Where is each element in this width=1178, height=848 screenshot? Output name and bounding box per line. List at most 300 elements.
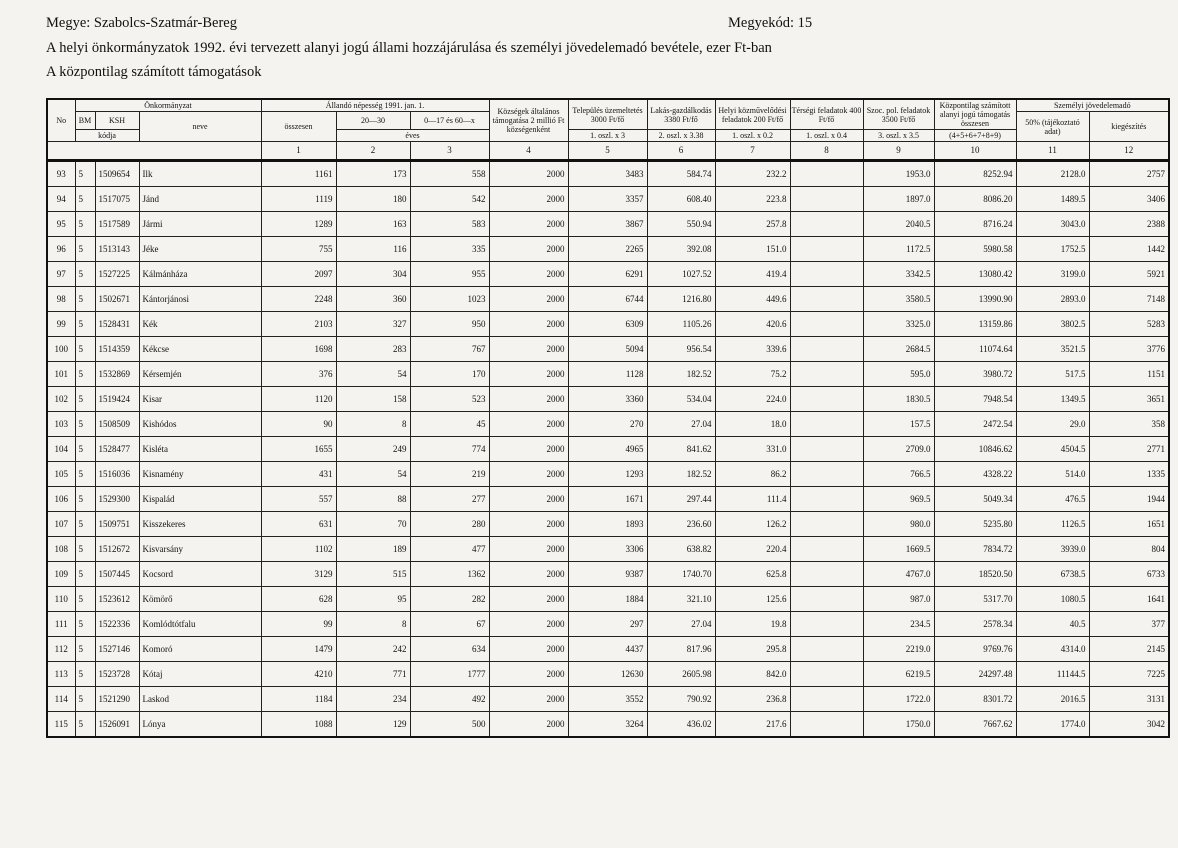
cell-lakas: 534.04 [647,387,715,412]
cell-no: 104 [47,437,75,462]
cell-no: 95 [47,212,75,237]
cell-lakas: 1105.26 [647,312,715,337]
cell-telepules: 3360 [568,387,647,412]
group-nepesseg: Állandó népesség 1991. jan. 1. [261,99,489,112]
cell-kieg: 1641 [1089,587,1169,612]
cell-szoc: 1750.0 [863,712,934,738]
cell-szja-50: 1349.5 [1016,387,1089,412]
col-tersegi: Térségi feladatok 400 Ft/fő [790,99,863,130]
cell-osszesen: 376 [261,362,336,387]
col-age-0-17: 0—17 és 60—x [410,112,489,130]
cell-szoc: 2219.0 [863,637,934,662]
cell-kozp: 3980.72 [934,362,1016,387]
cell-telepules: 9387 [568,562,647,587]
cell-szja-50: 514.0 [1016,462,1089,487]
cell-szoc: 1172.5 [863,237,934,262]
col-lakas: Lakás-gazdálkodás 3380 Ft/fő [647,99,715,130]
cell-szja-50: 1489.5 [1016,187,1089,212]
cell-tersegi [790,412,863,437]
cell-szja-50: 1752.5 [1016,237,1089,262]
cell-tersegi [790,587,863,612]
cell-kieg: 358 [1089,412,1169,437]
cell-no: 108 [47,537,75,562]
cell-kieg: 6733 [1089,562,1169,587]
cell-name: Kántorjánosi [139,287,261,312]
cell-kozp: 5980.58 [934,237,1016,262]
cell-name: Kisszekeres [139,512,261,537]
table-row [47,562,1169,587]
cell-kieg: 7225 [1089,662,1169,687]
cell-age-20-30: 70 [336,512,410,537]
cell-kozp: 7834.72 [934,537,1016,562]
cell-age-0-17: 219 [410,462,489,487]
cell-kieg: 2388 [1089,212,1169,237]
cell-kozsegek: 2000 [489,161,568,187]
cell-ksh: 1521290 [95,687,139,712]
cell-osszesen: 1161 [261,161,336,187]
cell-no: 113 [47,662,75,687]
cell-age-20-30: 234 [336,687,410,712]
cell-osszesen: 4210 [261,662,336,687]
cell-telepules: 1893 [568,512,647,537]
cell-tersegi [790,212,863,237]
cell-telepules: 3357 [568,187,647,212]
cell-ksh: 1528477 [95,437,139,462]
cell-osszesen: 557 [261,487,336,512]
cell-bm: 5 [75,287,95,312]
cell-helyi: 217.6 [715,712,790,738]
cell-szja-50: 3939.0 [1016,537,1089,562]
cell-osszesen: 1655 [261,437,336,462]
cell-helyi: 151.0 [715,237,790,262]
cell-age-0-17: 583 [410,212,489,237]
cell-telepules: 2265 [568,237,647,262]
col-bm: BM [75,112,95,130]
cell-helyi: 111.4 [715,487,790,512]
cell-age-20-30: 249 [336,437,410,462]
county-name: Megye: Szabolcs-Szatmár-Bereg [46,15,237,31]
cell-tersegi [790,387,863,412]
cell-szja-50: 4314.0 [1016,637,1089,662]
cell-szja-50: 3802.5 [1016,312,1089,337]
cell-szja-50: 3199.0 [1016,262,1089,287]
cell-name: Jármi [139,212,261,237]
cell-kozsegek: 2000 [489,237,568,262]
cell-kozp: 8086.20 [934,187,1016,212]
cell-kieg: 377 [1089,612,1169,637]
cell-tersegi [790,687,863,712]
cell-szoc: 1722.0 [863,687,934,712]
cell-helyi: 224.0 [715,387,790,412]
cell-telepules: 1884 [568,587,647,612]
group-onkormanyzat: Önkormányzat [75,99,261,112]
cell-kozp: 11074.64 [934,337,1016,362]
cell-age-20-30: 771 [336,662,410,687]
cell-bm: 5 [75,612,95,637]
cell-kozp: 13990.90 [934,287,1016,312]
cell-tersegi [790,312,863,337]
col-osszesen: összesen [261,112,336,142]
table-row [47,437,1169,462]
cell-tersegi [790,362,863,387]
cell-kieg: 1944 [1089,487,1169,512]
cell-age-0-17: 277 [410,487,489,512]
cell-no: 100 [47,337,75,362]
cell-szja-50: 2016.5 [1016,687,1089,712]
cell-helyi: 86.2 [715,462,790,487]
cell-kieg: 2757 [1089,161,1169,187]
cell-age-20-30: 304 [336,262,410,287]
cell-tersegi [790,662,863,687]
cell-name: Jéke [139,237,261,262]
cell-age-20-30: 95 [336,587,410,612]
cell-ksh: 1507445 [95,562,139,587]
cell-kozsegek: 2000 [489,712,568,738]
col-kozp: Központilag számított alanyi jogú támogatás összesen [934,99,1016,130]
cell-lakas: 2605.98 [647,662,715,687]
cell-age-0-17: 67 [410,612,489,637]
cell-osszesen: 431 [261,462,336,487]
cell-kozsegek: 2000 [489,337,568,362]
cell-bm: 5 [75,462,95,487]
cell-osszesen: 1119 [261,187,336,212]
cell-age-20-30: 54 [336,362,410,387]
cell-szoc: 1830.5 [863,387,934,412]
cell-telepules: 1671 [568,487,647,512]
subsidy-table [46,98,1170,738]
cell-bm: 5 [75,212,95,237]
cell-age-20-30: 283 [336,337,410,362]
col-neve: neve [139,112,261,142]
cell-age-0-17: 767 [410,337,489,362]
col-szoc: Szoc. pol. feladatok 3500 Ft/fő [863,99,934,130]
table-row [47,362,1169,387]
cell-lakas: 27.04 [647,412,715,437]
cell-name: Kisléta [139,437,261,462]
cell-telepules: 3264 [568,712,647,738]
table-row [47,212,1169,237]
cell-kozsegek: 2000 [489,537,568,562]
cell-no: 106 [47,487,75,512]
cell-kozsegek: 2000 [489,662,568,687]
table-row [47,337,1169,362]
cell-age-0-17: 955 [410,262,489,287]
cell-name: Lónya [139,712,261,738]
cell-ksh: 1527146 [95,637,139,662]
cell-age-0-17: 335 [410,237,489,262]
cell-age-0-17: 1362 [410,562,489,587]
cell-lakas: 182.52 [647,362,715,387]
cell-helyi: 125.6 [715,587,790,612]
cell-kozp: 24297.48 [934,662,1016,687]
cell-tersegi [790,237,863,262]
table-row [47,512,1169,537]
cell-no: 97 [47,262,75,287]
cell-lakas: 392.08 [647,237,715,262]
cell-no: 98 [47,287,75,312]
cell-age-0-17: 477 [410,537,489,562]
cell-helyi: 419.4 [715,262,790,287]
table-row [47,412,1169,437]
cell-szja-50: 6738.5 [1016,562,1089,587]
cell-age-0-17: 523 [410,387,489,412]
cell-kozp: 18520.50 [934,562,1016,587]
cell-szja-50: 40.5 [1016,612,1089,637]
cell-kieg: 5921 [1089,262,1169,287]
column-number: 10 [934,142,1016,161]
cell-kozsegek: 2000 [489,637,568,662]
cell-name: Jánd [139,187,261,212]
formula-szoc: 3. oszl. x 3.5 [863,130,934,142]
cell-szja-50: 2128.0 [1016,161,1089,187]
cell-szja-50: 3043.0 [1016,212,1089,237]
cell-kozp: 13080.42 [934,262,1016,287]
cell-szoc: 1669.5 [863,537,934,562]
county-code: Megyekód: 15 [728,15,813,31]
table-row [47,637,1169,662]
cell-name: Laskod [139,687,261,712]
cell-kozsegek: 2000 [489,612,568,637]
cell-bm: 5 [75,637,95,662]
col-no: No [47,99,75,142]
cell-telepules: 6744 [568,287,647,312]
cell-kozp: 4328.22 [934,462,1016,487]
cell-tersegi [790,637,863,662]
cell-kozp: 7667.62 [934,712,1016,738]
cell-osszesen: 1289 [261,212,336,237]
cell-age-0-17: 774 [410,437,489,462]
cell-telepules: 6309 [568,312,647,337]
cell-no: 107 [47,512,75,537]
cell-bm: 5 [75,362,95,387]
cell-telepules: 4965 [568,437,647,462]
cell-name: Kocsord [139,562,261,587]
cell-tersegi [790,462,863,487]
cell-kieg: 1442 [1089,237,1169,262]
cell-tersegi [790,262,863,287]
cell-age-0-17: 282 [410,587,489,612]
cell-szja-50: 476.5 [1016,487,1089,512]
cell-helyi: 842.0 [715,662,790,687]
cell-telepules: 3306 [568,537,647,562]
cell-lakas: 638.82 [647,537,715,562]
cell-kozp: 5317.70 [934,587,1016,612]
cell-tersegi [790,562,863,587]
cell-helyi: 232.2 [715,161,790,187]
cell-kozsegek: 2000 [489,487,568,512]
cell-ksh: 1502671 [95,287,139,312]
cell-age-0-17: 634 [410,637,489,662]
cell-lakas: 1740.70 [647,562,715,587]
cell-no: 101 [47,362,75,387]
cell-helyi: 75.2 [715,362,790,387]
column-number-spacer [47,142,261,161]
cell-name: Kérsemjén [139,362,261,387]
cell-kozsegek: 2000 [489,312,568,337]
col-helyi: Helyi közművelődési feladatok 200 Ft/fő [715,99,790,130]
cell-szoc: 1897.0 [863,187,934,212]
cell-szja-50: 3521.5 [1016,337,1089,362]
table-row [47,612,1169,637]
cell-helyi: 19.8 [715,612,790,637]
cell-szoc: 987.0 [863,587,934,612]
cell-lakas: 790.92 [647,687,715,712]
cell-helyi: 18.0 [715,412,790,437]
cell-helyi: 236.8 [715,687,790,712]
col-ksh: KSH [95,112,139,130]
cell-szoc: 4767.0 [863,562,934,587]
cell-kozp: 2578.34 [934,612,1016,637]
cell-telepules: 4437 [568,637,647,662]
cell-kieg: 3651 [1089,387,1169,412]
cell-szoc: 6219.5 [863,662,934,687]
cell-name: Kékcse [139,337,261,362]
column-number: 12 [1089,142,1169,161]
cell-bm: 5 [75,537,95,562]
cell-ksh: 1528431 [95,312,139,337]
cell-lakas: 182.52 [647,462,715,487]
cell-name: Komlódtótfalu [139,612,261,637]
cell-age-0-17: 542 [410,187,489,212]
column-number: 1 [261,142,336,161]
cell-szoc: 1953.0 [863,161,934,187]
table-row [47,387,1169,412]
cell-bm: 5 [75,237,95,262]
cell-name: Kisnamény [139,462,261,487]
cell-helyi: 339.6 [715,337,790,362]
cell-lakas: 436.02 [647,712,715,738]
cell-no: 105 [47,462,75,487]
cell-szoc: 157.5 [863,412,934,437]
cell-osszesen: 2248 [261,287,336,312]
cell-bm: 5 [75,262,95,287]
cell-bm: 5 [75,512,95,537]
cell-telepules: 5094 [568,337,647,362]
cell-helyi: 295.8 [715,637,790,662]
table-row [47,462,1169,487]
cell-ksh: 1532869 [95,362,139,387]
cell-lakas: 1027.52 [647,262,715,287]
cell-helyi: 257.8 [715,212,790,237]
cell-ksh: 1508509 [95,412,139,437]
cell-kozsegek: 2000 [489,587,568,612]
column-number: 4 [489,142,568,161]
cell-age-20-30: 180 [336,187,410,212]
cell-no: 99 [47,312,75,337]
cell-tersegi [790,337,863,362]
table-row [47,287,1169,312]
table-row [47,487,1169,512]
cell-kieg: 1151 [1089,362,1169,387]
cell-osszesen: 1184 [261,687,336,712]
cell-helyi: 420.6 [715,312,790,337]
cell-kozsegek: 2000 [489,387,568,412]
cell-age-0-17: 492 [410,687,489,712]
cell-kozp: 7948.54 [934,387,1016,412]
table-row [47,262,1169,287]
cell-kieg: 804 [1089,537,1169,562]
cell-name: Kispalád [139,487,261,512]
cell-kozsegek: 2000 [489,187,568,212]
cell-age-0-17: 170 [410,362,489,387]
cell-kozp: 9769.76 [934,637,1016,662]
table-row [47,712,1169,738]
cell-szoc: 3342.5 [863,262,934,287]
formula-lakas: 2. oszl. x 3.38 [647,130,715,142]
cell-kozp: 2472.54 [934,412,1016,437]
cell-telepules: 3552 [568,687,647,712]
cell-osszesen: 1102 [261,537,336,562]
cell-szja-50: 1774.0 [1016,712,1089,738]
cell-no: 109 [47,562,75,587]
table-row [47,537,1169,562]
cell-szoc: 234.5 [863,612,934,637]
cell-bm: 5 [75,487,95,512]
cell-tersegi [790,712,863,738]
cell-ksh: 1512672 [95,537,139,562]
cell-bm: 5 [75,187,95,212]
cell-kieg: 1651 [1089,512,1169,537]
cell-helyi: 126.2 [715,512,790,537]
cell-szoc: 2684.5 [863,337,934,362]
cell-kozp: 8301.72 [934,687,1016,712]
cell-name: Kisvarsány [139,537,261,562]
cell-bm: 5 [75,587,95,612]
cell-age-0-17: 1023 [410,287,489,312]
cell-lakas: 1216.80 [647,287,715,312]
cell-lakas: 550.94 [647,212,715,237]
cell-ksh: 1509654 [95,161,139,187]
cell-age-20-30: 327 [336,312,410,337]
cell-szoc: 3580.5 [863,287,934,312]
document-title: A helyi önkormányzatok 1992. évi tervezett alanyi jogú állami hozzájárulása és személyi jövedelemadó bevétele, ezer Ft-ban [46,40,772,56]
cell-kozsegek: 2000 [489,412,568,437]
col-kieg: kiegészítés [1089,112,1169,142]
cell-helyi: 220.4 [715,537,790,562]
cell-age-0-17: 500 [410,712,489,738]
cell-kieg: 5283 [1089,312,1169,337]
cell-telepules: 270 [568,412,647,437]
cell-tersegi [790,287,863,312]
cell-name: Kálmánháza [139,262,261,287]
col-age-20-30: 20—30 [336,112,410,130]
cell-lakas: 321.10 [647,587,715,612]
cell-age-20-30: 8 [336,612,410,637]
cell-ksh: 1513143 [95,237,139,262]
table-row [47,587,1169,612]
cell-no: 111 [47,612,75,637]
cell-osszesen: 1088 [261,712,336,738]
cell-bm: 5 [75,562,95,587]
cell-helyi: 331.0 [715,437,790,462]
cell-lakas: 236.60 [647,512,715,537]
table-row [47,312,1169,337]
cell-szoc: 3325.0 [863,312,934,337]
cell-tersegi [790,612,863,637]
cell-no: 94 [47,187,75,212]
cell-osszesen: 2097 [261,262,336,287]
cell-name: Kishódos [139,412,261,437]
cell-helyi: 449.6 [715,287,790,312]
cell-ksh: 1509751 [95,512,139,537]
cell-age-20-30: 173 [336,161,410,187]
cell-osszesen: 90 [261,412,336,437]
cell-age-20-30: 158 [336,387,410,412]
cell-kieg: 7148 [1089,287,1169,312]
cell-osszesen: 755 [261,237,336,262]
cell-kozsegek: 2000 [489,512,568,537]
cell-szja-50: 1080.5 [1016,587,1089,612]
